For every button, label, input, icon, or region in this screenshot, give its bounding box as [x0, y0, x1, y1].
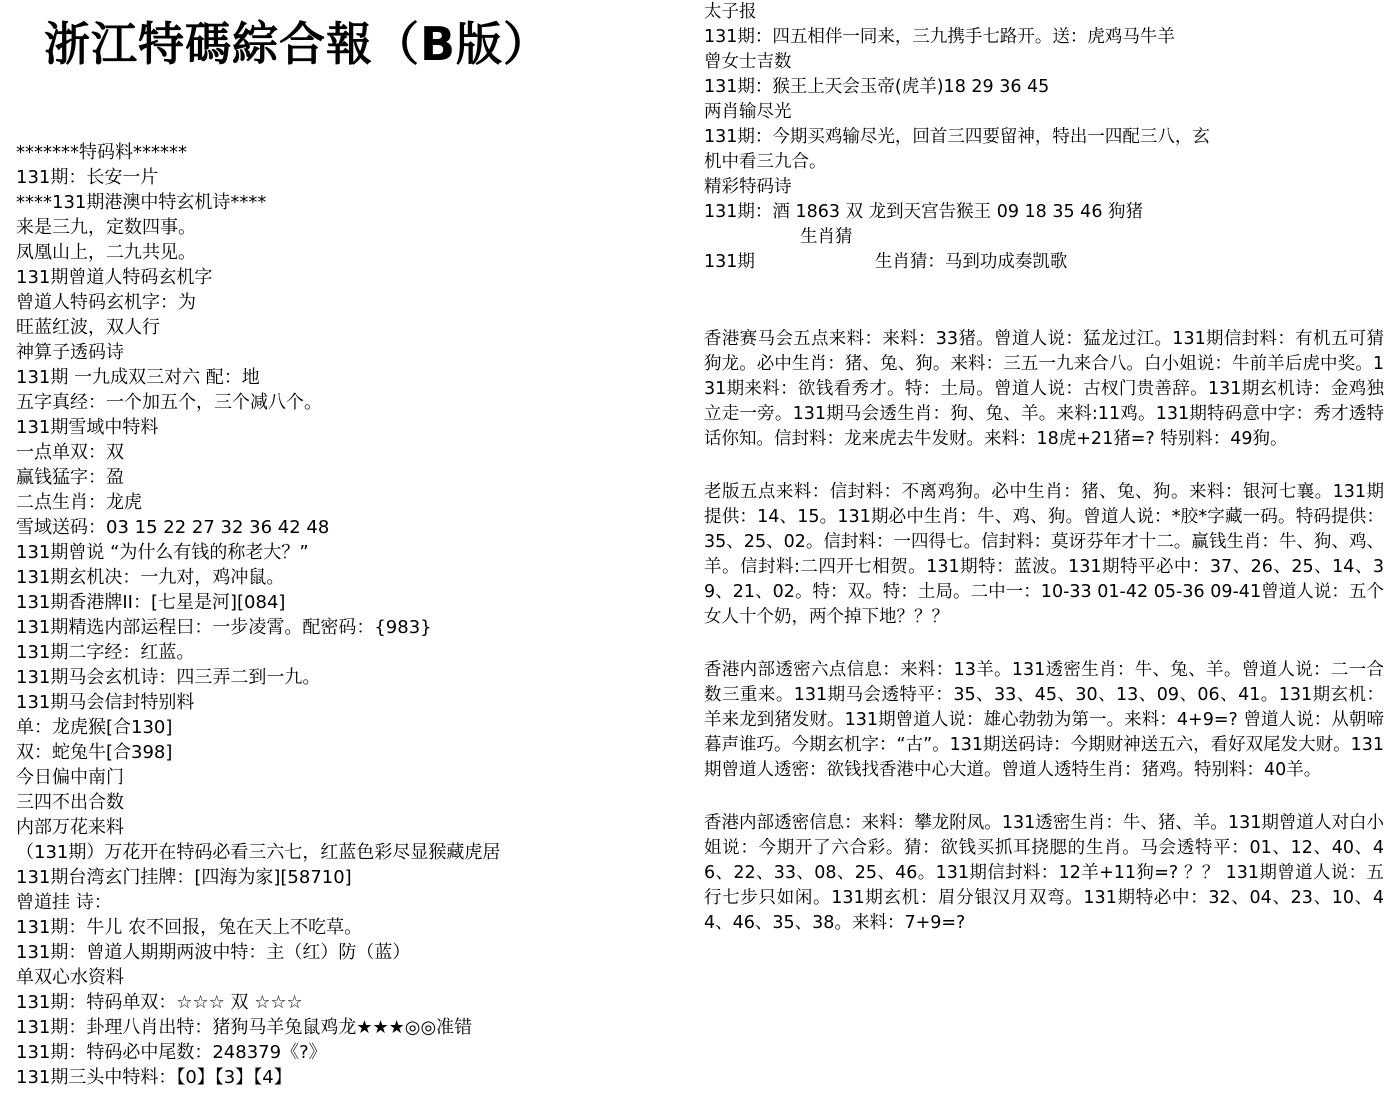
shengxiao-label: 生肖猜 [800, 227, 853, 247]
left-line: 单双心水资料 [16, 967, 124, 988]
paragraph-hk-jockey: 香港赛马会五点来料：来料：33猪。曾道人说：猛龙过江。131期信封料：有机五可猜狗龙。必中生肖：猪、兔、狗。来料：三五一九来合八。白小姐说：牛前羊后虎中奖。131期来料：欲钱看秀才。特：土局。曾道人说：古杈门贵善辞。131期玄机诗：金鸡独立走一旁。131期马会透生肖：狗、兔、羊。来料:11鸡。131期特码意中字：秀才透特话你知。信封料：龙来虎去牛发财。来料：18虎+21猪=? 特别料：49狗。 [704, 329, 1384, 449]
shengxiao-text: 生肖猜：马到功成奏凯歌 [874, 252, 1068, 272]
left-line: 131期：牛儿 农不回报，兔在天上不吃草。 [16, 917, 363, 938]
right-line: 机中看三九合。 [704, 152, 827, 172]
left-line: 131期：卦理八肖出特：猪狗马羊兔鼠鸡龙★★★◎◎准错 [16, 1017, 473, 1038]
left-line: 今日偏中南门 [16, 767, 124, 788]
right-line: 曾女士吉数 [704, 52, 792, 72]
left-line: 双：蛇兔牛[合398] [16, 742, 173, 763]
left-line: 131期：曾道人期期两波中特：主（红）防（蓝） [16, 942, 411, 963]
left-line: ****131期港澳中特玄机诗**** [16, 192, 267, 213]
left-line: 单：龙虎猴[合130] [16, 717, 173, 738]
left-line: 131期：长安一片 [16, 167, 159, 188]
left-line: 131期精选内部运程曰：一步凌霄。配密码：{983} [16, 617, 432, 638]
left-line: 内部万花来料 [16, 817, 124, 838]
left-line: 131期香港牌II：[七星是河][084] [16, 592, 286, 613]
left-line: 曾道挂 诗： [16, 892, 112, 913]
left-line: 三四不出合数 [16, 792, 124, 813]
left-line: 131期马会玄机诗：四三弄二到一九。 [16, 667, 321, 688]
left-line: 赢钱猛字：盈 [16, 467, 124, 488]
paragraph-old-edition: 老版五点来料：信封料：不离鸡狗。必中生肖：猪、兔、狗。来料：银河七襄。131期提供：14、15。131期必中生肖：牛、鸡、狗。曾道人说：*胶*字藏一码。特码提供：35、25、02。信封料：一四得七。信封料：莫讶芬年才十二。赢钱生肖：牛、狗、鸡、羊。信封料:二四开七相贺。131期特：蓝波。131期特平必中：37、26、25、14、39、21、02。特：双。特：土局。二中一：10-33 01-42 05-36 09-41曾道人说：五个女人十个奶，两个掉下地？？？ [704, 482, 1384, 627]
paragraph-hk-internal-6: 香港内部透密六点信息：来料：13羊。131透密生肖：牛、兔、羊。曾道人说：二一合数三重来。131期马会透特平：35、33、45、30、13、09、06、41。131期玄机：羊来龙到猪发财。131期曾道人说：雄心勃勃为第一。来料：4+9=? 曾道人说：从朝啼暮声谁巧。今期玄机字：“古”。131期送码诗：今期财神送五六，看好双尾发大财。131期曾道人透密：欲钱找香港中心大道。曾道人透特生肖：猪鸡。特别料：40羊。 [704, 660, 1384, 780]
left-line: *******特码料****** [16, 142, 187, 163]
left-line: 131期台湾玄门挂牌：[四海为家][58710] [16, 867, 352, 888]
left-line: 凤凰山上，二九共见。 [16, 242, 196, 263]
left-line: 一点单双：双 [16, 442, 124, 463]
right-line: 太子报 [704, 2, 757, 22]
left-line: 曾道人特码玄机字：为 [16, 292, 196, 313]
left-line: 旺蓝红波，双人行 [16, 317, 160, 338]
right-line: 精彩特码诗 [704, 177, 792, 197]
left-line: 131期马会信封特别料 [16, 692, 195, 713]
left-line: 神算子透码诗 [16, 342, 124, 363]
left-line: （131期）万花开在特码必看三六七，红蓝色彩尽显猴藏虎居 [16, 842, 501, 863]
right-top-lines [704, 0, 1384, 225]
shengxiao-prefix: 131期 [704, 252, 755, 272]
left-line: 131期曾道人特码玄机字 [16, 267, 213, 288]
right-line: 131期：四五相伴一同来，三九携手七路开。送：虎鸡马牛羊 [704, 27, 1175, 47]
paragraph-hk-internal: 香港内部透密信息：来料：攀龙附凤。131透密生肖：牛、猪、羊。131期曾道人对白小姐说：今期开了六合彩。猜：欲钱买抓耳挠腮的生肖。马会透特平：01、12、40、46、22、33、08、25、46。131期信封料：12羊+11狗=? ？？ 131期曾道人说：五行七步只如闲。131期玄机：眉分银汉月双弯。131期特必中：32、04、23、10、44、46、35、38。来料：7+9=? [704, 813, 1384, 933]
right-line: 131期：酒 1863 双 龙到天宫告猴王 09 18 35 46 狗猪 [704, 202, 1144, 222]
left-line: 雪域送码：03 15 22 27 32 36 42 48 [16, 517, 330, 538]
right-column [704, 0, 1384, 936]
right-line: 131期：今期买鸡输尽光，回首三四要留神，特出一四配三八，玄 [704, 127, 1210, 147]
left-line: 131期曾说 “为什么有钱的称老大？” [16, 542, 309, 563]
left-column [16, 140, 676, 1090]
shengxiao-line [704, 250, 1384, 275]
left-line: 131期三头中特料：【0】【3】【4】 [16, 1067, 292, 1088]
page-title: 浙江特碼綜合報（B版） [44, 17, 551, 71]
left-line: 131期：特码必中尾数：248379《?》 [16, 1042, 327, 1063]
left-line: 131期 一九成双三对六 配：地 [16, 367, 260, 388]
left-line: 131期玄机决：一九对，鸡冲鼠。 [16, 567, 285, 588]
left-line: 来是三九，定数四事。 [16, 217, 196, 238]
right-line: 两肖输尽光 [704, 102, 792, 122]
left-line: 五字真经：一个加五个，三个减八个。 [16, 392, 322, 413]
left-line: 131期二字经：红蓝。 [16, 642, 195, 663]
left-line: 131期雪域中特料 [16, 417, 159, 438]
left-line: 131期：特码单双：☆☆☆ 双 ☆☆☆ [16, 992, 303, 1013]
right-line: 131期：猴王上天会玉帝(虎羊)18 29 36 45 [704, 77, 1050, 97]
left-line: 二点生肖：龙虎 [16, 492, 142, 513]
